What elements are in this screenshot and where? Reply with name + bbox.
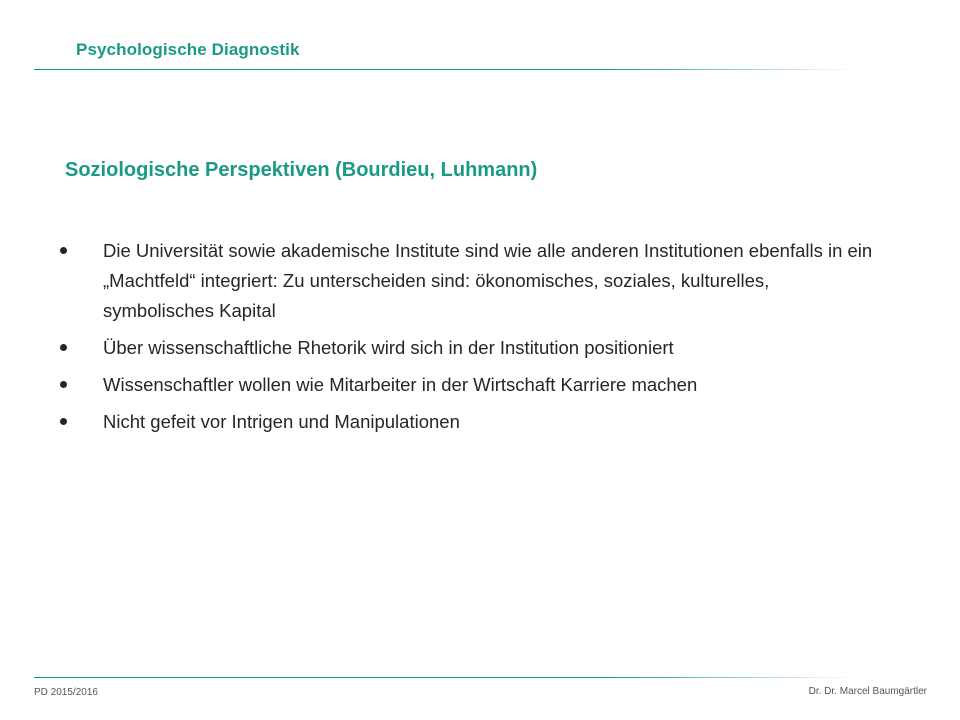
footer-semester: PD 2015/2016 xyxy=(34,687,98,698)
slide-title: Soziologische Perspektiven (Bourdieu, Luhmann) xyxy=(65,159,538,181)
bullet-item xyxy=(60,236,880,326)
bullet-list xyxy=(60,236,880,444)
footer-divider xyxy=(34,677,854,678)
bullet-item xyxy=(60,407,880,437)
bullet-dot-icon xyxy=(60,381,67,388)
bullet-dot-icon xyxy=(60,418,67,425)
bullet-item xyxy=(60,370,880,400)
bullet-text: Wissenschaftler wollen wie Mitarbeiter in der Wirtschaft Karriere machen xyxy=(103,374,698,395)
bullet-text: Nicht gefeit vor Intrigen und Manipulationen xyxy=(103,411,460,432)
footer-author: Dr. Dr. Marcel Baumgärtler xyxy=(808,686,927,697)
bullet-text: Über wissenschaftliche Rhetorik wird sich in der Institution positioniert xyxy=(103,337,674,358)
header-divider xyxy=(34,69,854,70)
bullet-item xyxy=(60,333,880,363)
header-title: Psychologische Diagnostik xyxy=(76,40,300,59)
bullet-dot-icon xyxy=(60,344,67,351)
bullet-dot-icon xyxy=(60,247,67,254)
bullet-text: Die Universität sowie akademische Institute sind wie alle anderen Institutionen ebenfalls in ein „Machtfeld“ integriert: Zu unterscheiden sind: ökonomisches, soziales, kulturelles, symbolisches Kapital xyxy=(103,240,873,321)
